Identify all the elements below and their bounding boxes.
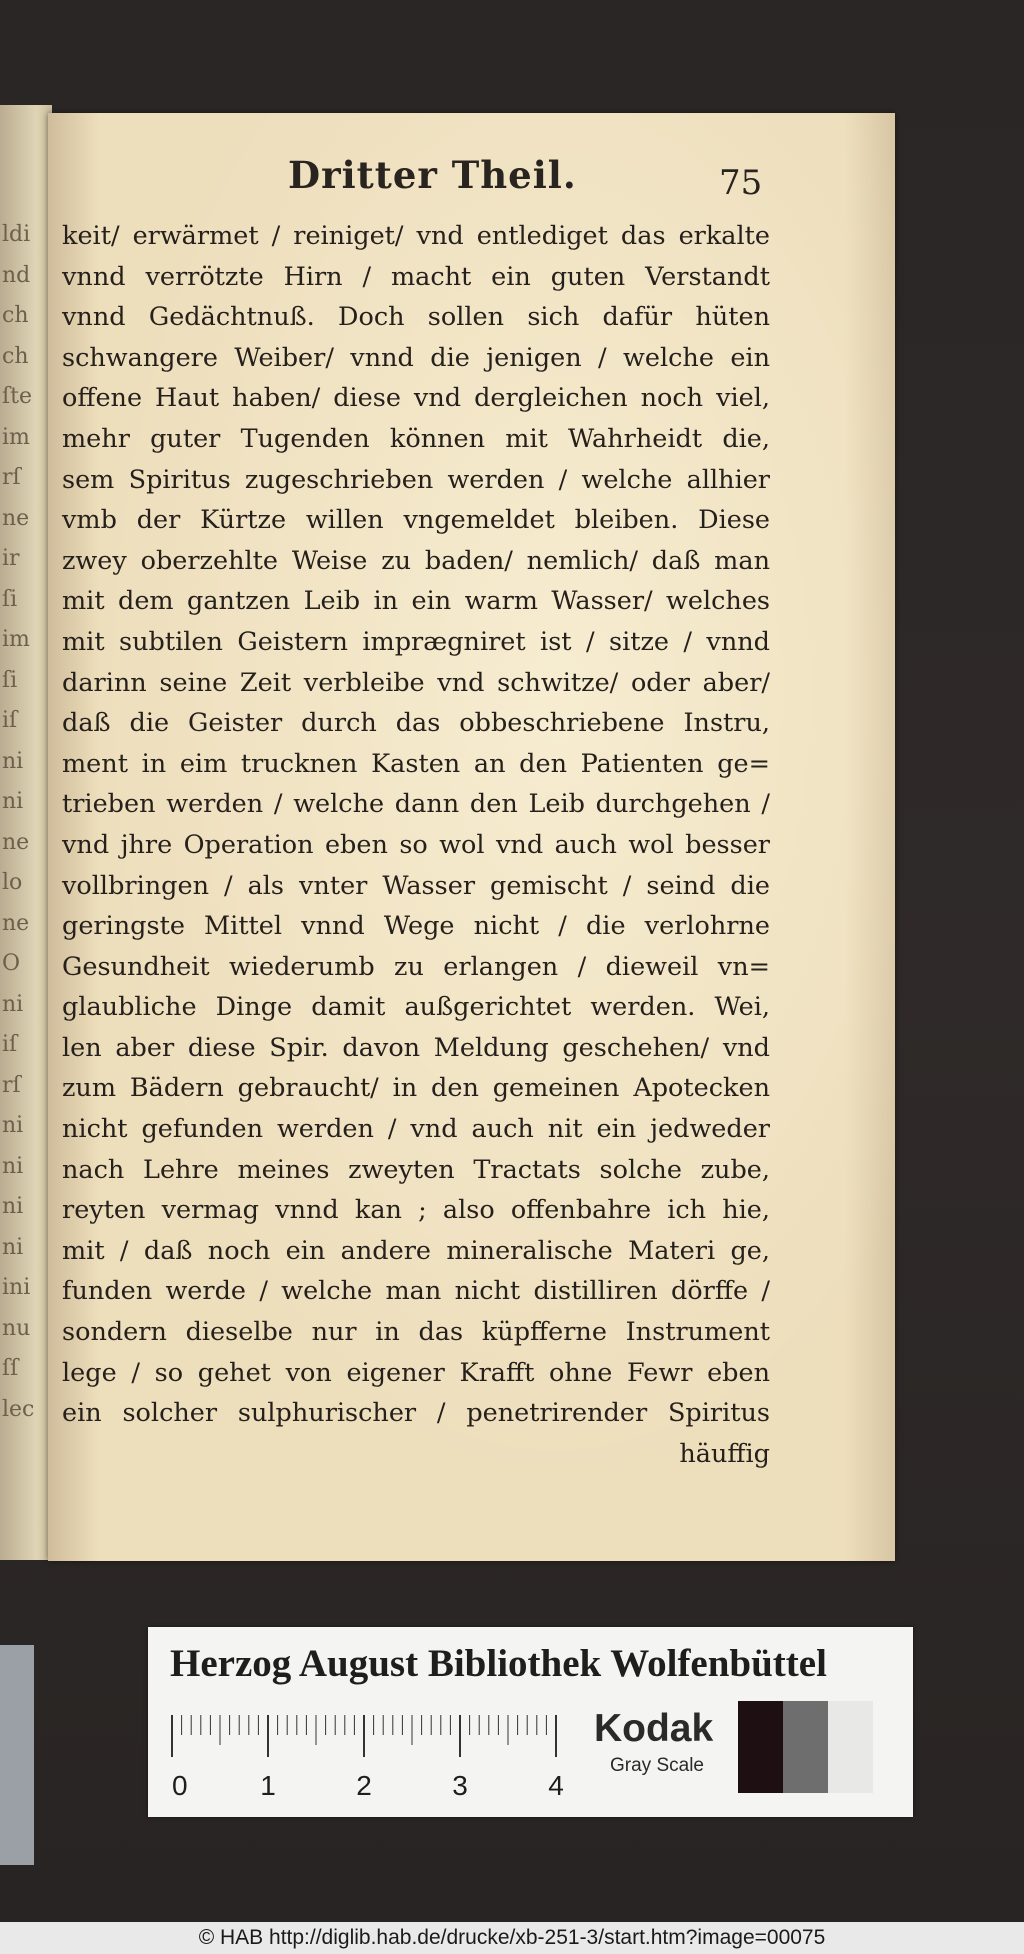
text-line: daß die Geister durch das obbeschriebene Instru, xyxy=(62,708,770,739)
text-line: glaubliche Dinge damit außgerichtet werden. Wei, xyxy=(62,992,770,1023)
book-page xyxy=(48,113,895,1561)
swatch-gray xyxy=(783,1701,828,1793)
text-line: funden werde / welche man nicht distilliren dörffe / xyxy=(62,1276,770,1307)
text-line: offene Haut haben/ diese vnd dergleichen noch viel, xyxy=(62,383,770,414)
previous-page-edge xyxy=(0,105,52,1560)
text-line: trieben werden / welche dann den Leib durchgehen / xyxy=(62,789,770,820)
text-line: zum Bädern gebraucht/ in den gemeinen Apotecken xyxy=(62,1073,770,1104)
text-line: darinn seine Zeit verbleibe vnd schwitze/ oder aber/ xyxy=(62,667,770,698)
text-line: geringste Mittel vnnd Wege nicht / die verlohrne xyxy=(62,911,770,942)
kodak-logo: Kodak xyxy=(594,1707,714,1750)
text-line: nach Lehre meines zweyten Tractats solche zube, xyxy=(62,1154,770,1185)
text-line: vmb der Kürtze willen vngemeldet bleiben. Diese xyxy=(62,505,770,536)
page-number: 75 xyxy=(719,163,763,203)
ruler-number: 1 xyxy=(260,1770,276,1801)
text-line: sem Spiritus zugeschrieben werden / welche allhier xyxy=(62,464,770,495)
text-line: vnd jhre Operation eben so wol vnd auch wol besser xyxy=(62,829,770,860)
text-line: mehr guter Tugenden können mit Wahrheidt die, xyxy=(62,423,770,454)
bookmark-tab xyxy=(0,1645,34,1865)
text-line: vnnd verrötzte Hirn / macht ein guten Verstandt xyxy=(62,261,770,292)
credit-line: © HAB http://diglib.hab.de/drucke/xb-251-3/start.htm?image=00075 xyxy=(0,1922,1024,1954)
text-line: mit / daß noch ein andere mineralische Materi ge, xyxy=(62,1235,770,1266)
text-line: vnnd Gedächtnuß. Doch sollen sich dafür hüten xyxy=(62,302,770,333)
running-head: Dritter Theil. xyxy=(288,153,577,197)
ruler-number: 3 xyxy=(452,1770,468,1801)
text-line: schwangere Weiber/ vnnd die jenigen / welche ein xyxy=(62,342,770,373)
text-line: lege / so gehet von eigener Krafft ohne Fewr eben xyxy=(62,1357,770,1388)
text-line: ein solcher sulphurischer / penetrirender Spiritus xyxy=(62,1398,770,1429)
ruler-number: 0 xyxy=(172,1770,188,1801)
text-line: häuffig xyxy=(679,1438,770,1469)
ruler-number: 4 xyxy=(548,1770,564,1801)
ruler-number: 2 xyxy=(356,1770,372,1801)
ruler xyxy=(172,1715,562,1805)
gray-scale-label: Gray Scale xyxy=(610,1755,704,1776)
text-line: nicht gefunden werden / vnd auch nit ein jedweder xyxy=(62,1114,770,1145)
text-line: vollbringen / als vnter Wasser gemischt / seind die xyxy=(62,870,770,901)
previous-page-fragments: ldi nd ch ch ſte im rſ ne ir ſi im ſi iſ ni ni ne lo ne O ni iſ rſ ni ni ni ni ini nu ſſ lec xyxy=(2,222,35,1422)
text-line: zwey oberzehlte Weise zu baden/ nemlich/ daß man xyxy=(62,545,770,576)
color-calibration-target xyxy=(148,1627,913,1817)
page-text xyxy=(62,216,770,1474)
text-line: mit dem gantzen Leib in ein warm Wasser/ welches xyxy=(62,586,770,617)
text-line: ment in eim trucknen Kasten an den Patienten ge= xyxy=(62,748,770,779)
text-line: Gesundheit wiederumb zu erlangen / dieweil vn= xyxy=(62,951,770,982)
library-name: Herzog August Bibliothek Wolfenbüttel xyxy=(170,1642,827,1685)
text-line: len aber diese Spir. davon Meldung geschehen/ vnd xyxy=(62,1032,770,1063)
swatch-black xyxy=(738,1701,783,1793)
text-line: sondern dieselbe nur in das küpfferne Instrument xyxy=(62,1317,770,1348)
text-line: keit/ erwärmet / reiniget/ vnd entlediget das erkalte xyxy=(62,221,770,251)
text-line: reyten vermag vnnd kan ; also offenbahre ich hie, xyxy=(62,1195,770,1226)
swatch-white xyxy=(828,1701,873,1793)
text-line: mit subtilen Geistern imprægniret ist / sitze / vnnd xyxy=(62,626,770,657)
